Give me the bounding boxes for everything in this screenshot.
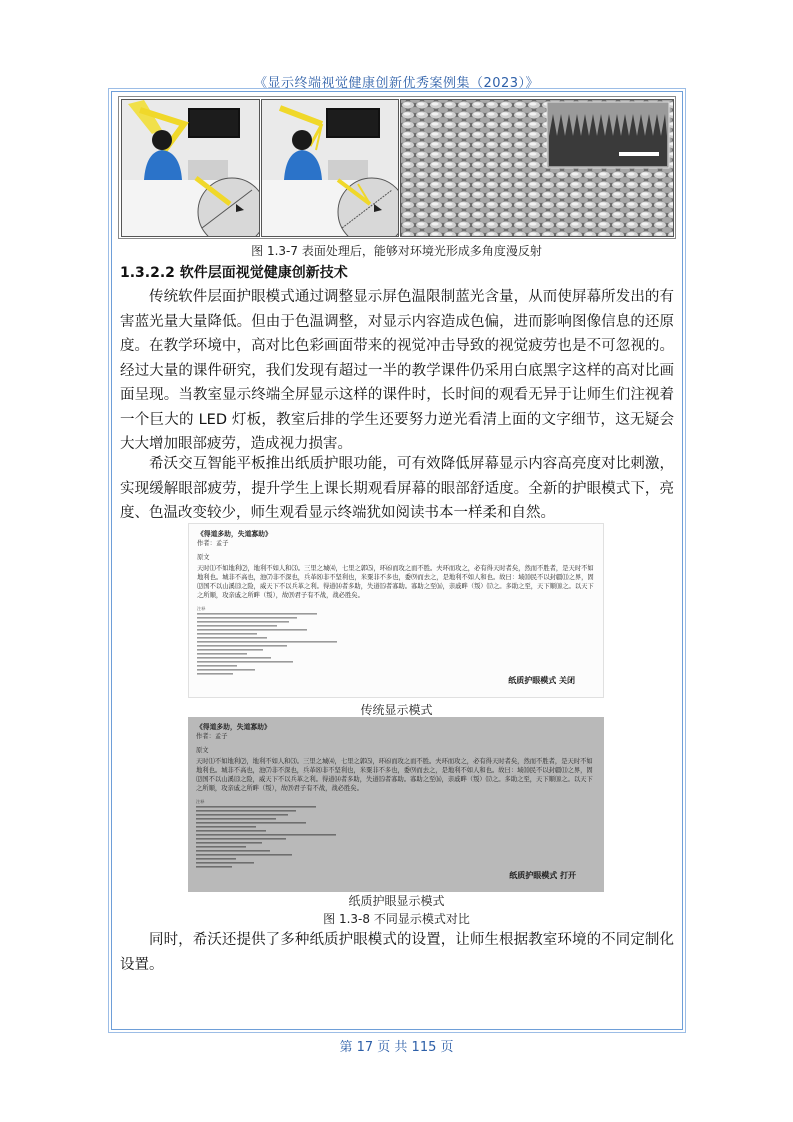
notes-lines bbox=[196, 806, 346, 870]
doc-text: 天时⑴不如地利⑵，地利不如人和⑶。三里之城⑷，七里之郭⑸，环⑹而攻之而不胜。夫环而攻之，必有得天时者矣，然而不胜者，是天时不如地利也。城非不高也，池⑺非不深也，兵革⑻非不坚利也，米粟非不多也，委⑼而去之，是地利不如人和也。故曰：域⑽民不以封疆⑾之界，固⑿国不以山溪⒀之险，威天下不以兵革之利。得道⒁者多助，失道⒂者寡助。寡助之至⒃，亲戚畔（叛）⒄之。多助之至，天下顺⒅之。以天下之所顺，攻亲戚之所畔（叛），故⒆君子有不战，战必胜矣。 bbox=[197, 565, 594, 599]
page-footer: 第 17 页 共 115 页 bbox=[339, 1040, 454, 1055]
figure-caption: 图 1.3-8 不同显示模式对比 bbox=[323, 912, 470, 926]
doc-text: 天时⑴不如地利⑵，地利不如人和⑶。三里之城⑷，七里之郭⑸，环⑹而攻之而不胜。夫环而攻之，必有得天时者矣，然而不胜者，是天时不如地利也。城非不高也，池⑺非不深也，兵革⑻非不坚利也，米粟非不多也，委⑼而去之，是地利不如人和也。故曰：域⑽民不以封疆⑾之界，固⑿国不以山溪⒀之险，威天下不以兵革之利。得道⒁者多助，失道⒂者寡助。寡助之至⒃，亲戚畔（叛）⒄之。多助之至，天下顺⒅之。以天下之所顺，攻亲戚之所畔（叛），故⒆君子有不战，战必胜矣。 bbox=[196, 758, 593, 792]
screenshot-caption: 纸质护眼显示模式 bbox=[348, 894, 445, 908]
paragraph: 希沃交互智能平板推出纸质护眼功能，可有效降低屏幕显示内容高亮度对比刺激，实现缓解眼部疲劳，提升学生上课长期观看屏幕的眼部舒适度。全新的护眼模式下，亮度、色温改变较少，师生观看显示终端犹如阅读书本一样柔和自然。 bbox=[120, 456, 674, 521]
paragraph: 在教学环境中，高对比色彩画面带来的视觉冲击导致的视觉疲劳也是不可忽视的。经过大量的课件研究，我们发现有超过一半的教学课件仍采用白底黑字这样的高对比画面呈现。当教室显示终端全屏显示这样的课件时，长时间的观看无异于让师生们注视着一个巨大的 LED 灯板，教室后排的学生还要努力逆光看清上面的文字细节，这无疑会大大增加眼部疲劳，造成视力损害。 bbox=[120, 338, 674, 452]
illustration-before bbox=[121, 99, 260, 237]
doc-author: 作者：孟子 bbox=[197, 540, 229, 547]
illustration-after bbox=[261, 99, 399, 237]
figure-caption: 图 1.3-7 表面处理后，能够对环境光形成多角度漫反射 bbox=[251, 244, 542, 258]
eye-care-mode-badge: 纸质护眼模式 打开 bbox=[509, 871, 576, 880]
paragraph: 同时，希沃还提供了多种纸质护眼模式的设置，让师生根据教室环境的不同定制化设置。 bbox=[120, 932, 674, 973]
doc-title: 《得道多助，失道寡助》 bbox=[197, 530, 272, 538]
doc-notes-label: 注释 bbox=[197, 606, 206, 611]
screenshot-caption: 传统显示模式 bbox=[360, 703, 433, 717]
screenshot-traditional-mode bbox=[188, 523, 604, 698]
doc-label: 原文 bbox=[196, 747, 209, 754]
doc-author: 作者：孟子 bbox=[196, 733, 228, 740]
doc-title: 《得道多助，失道寡助》 bbox=[196, 723, 271, 731]
paragraph: 传统软件层面护眼模式通过调整显示屏色温限制蓝光含量，从而使屏幕所发出的有害蓝光量大量降低。但由于色温调整，对显示内容造成色偏，进而影响图像信息的还原度。 bbox=[120, 289, 674, 354]
figure-diffuse-reflection bbox=[118, 96, 676, 239]
section-heading: 1.3.2.2 软件层面视觉健康创新技术 bbox=[120, 265, 348, 281]
doc-notes-label: 注释 bbox=[196, 799, 205, 804]
eye-care-mode-badge: 纸质护眼模式 关闭 bbox=[508, 676, 575, 685]
doc-label: 原文 bbox=[197, 554, 210, 561]
sem-surface-micrograph bbox=[400, 99, 674, 237]
screenshot-paper-mode bbox=[188, 717, 604, 892]
running-header: 《显示终端视觉健康创新优秀案例集（2023）》 bbox=[253, 76, 540, 91]
notes-lines bbox=[197, 613, 347, 677]
